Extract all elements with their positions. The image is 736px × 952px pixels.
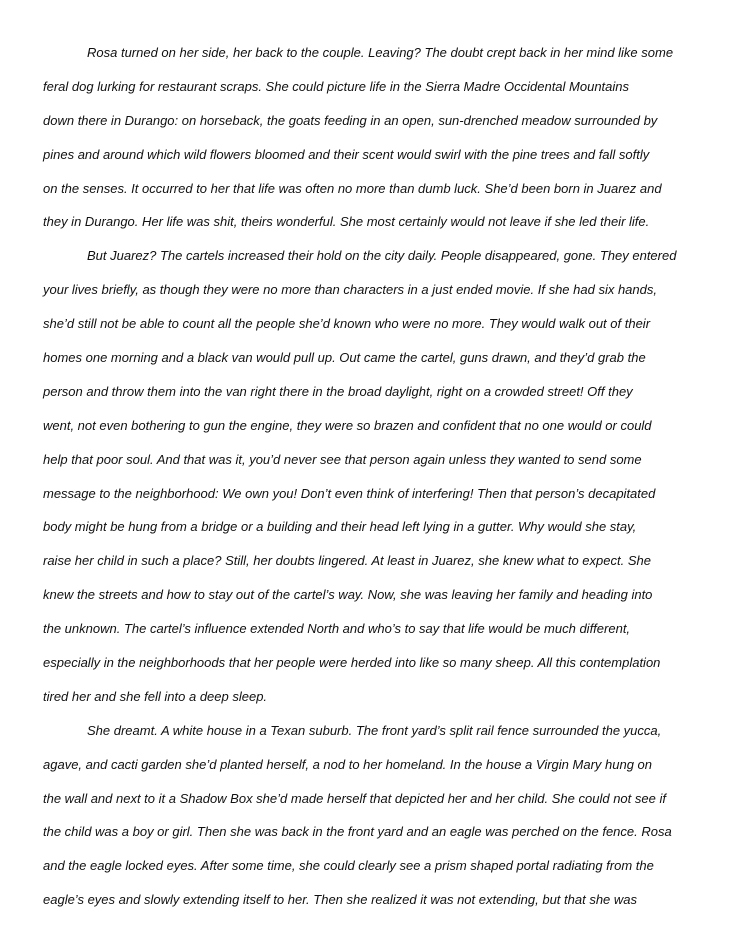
text-line: raise her child in such a place? Still, her doubts lingered. At least in Juarez, she knew what to expect. She bbox=[43, 553, 651, 569]
text-line: person and throw them into the van right there in the broad daylight, right on a crowded street! Off they bbox=[43, 383, 633, 399]
text-line: feral dog lurking for restaurant scraps. She could picture life in the Sierra Madre Occidental Mountains bbox=[43, 78, 630, 94]
text-line: knew the streets and how to stay out of the cartel’s way. Now, she was leaving her family and heading into bbox=[43, 587, 653, 603]
text-line: went, not even bothering to gun the engine, they were so brazen and confident that no one would or could bbox=[43, 417, 652, 433]
text-line: the wall and next to it a Shadow Box she’d made herself that depicted her and her child. She could not see if bbox=[43, 790, 666, 806]
text-line: she’d still not be able to count all the people she’d known who were no more. They would walk out of their bbox=[43, 316, 651, 332]
text-line: they in Durango. Her life was shit, theirs wonderful. She most certainly would not leave if she led their life. bbox=[43, 214, 650, 230]
text-line: and the eagle locked eyes. After some time, she could clearly see a prism shaped portal radiating from the bbox=[43, 858, 654, 874]
text-line: eagle’s eyes and slowly extending itself to her. Then she realized it was not extending, but that she was bbox=[43, 892, 638, 908]
text-line: especially in the neighborhoods that her people were herded into like so many sheep. All this contemplation bbox=[43, 655, 661, 671]
text-line: the unknown. The cartel’s influence extended North and who’s to say that life would be much different, bbox=[43, 621, 631, 637]
text-line: body might be hung from a bridge or a building and their head left lying in a gutter. Why would she stay, bbox=[43, 519, 637, 535]
text-line: homes one morning and a black van would pull up. Out came the cartel, guns drawn, and they’d grab the bbox=[43, 350, 646, 366]
text-line: But Juarez? The cartels increased their hold on the city daily. People disappeared, gone. They entered bbox=[87, 248, 677, 264]
text-line: Rosa turned on her side, her back to the couple. Leaving? The doubt crept back in her mind like some bbox=[87, 45, 674, 60]
body-text bbox=[43, 36, 686, 917]
text-line: down there in Durango: on horseback, the goats feeding in an open, sun-drenched meadow surrounded by bbox=[43, 112, 658, 128]
text-line: on the senses. It occurred to her that life was often no more than dumb luck. She’d been born in Juarez and bbox=[43, 180, 662, 196]
text-line: tired her and she fell into a deep sleep. bbox=[43, 688, 268, 704]
text-line: your lives briefly, as though they were no more than characters in a just ended movie. If she had six hands, bbox=[43, 282, 657, 298]
text-line: agave, and cacti garden she’d planted herself, a nod to her homeland. In the house a Virgin Mary hung on bbox=[43, 756, 653, 772]
text-line: pines and around which wild flowers bloomed and their scent would swirl with the pine trees and fall softly bbox=[43, 146, 650, 162]
text-line: help that poor soul. And that was it, you’d never see that person again unless they wanted to send some bbox=[43, 451, 642, 467]
text-line: She dreamt. A white house in a Texan suburb. The front yard’s split rail fence surrounded the yucca, bbox=[87, 722, 662, 738]
text-line: message to the neighborhood: We own you! Don’t even think of interfering! Then that person’s decapitated bbox=[43, 485, 656, 501]
text-line: the child was a boy or girl. Then she was back in the front yard and an eagle was perched on the fence. Rosa bbox=[43, 824, 672, 840]
